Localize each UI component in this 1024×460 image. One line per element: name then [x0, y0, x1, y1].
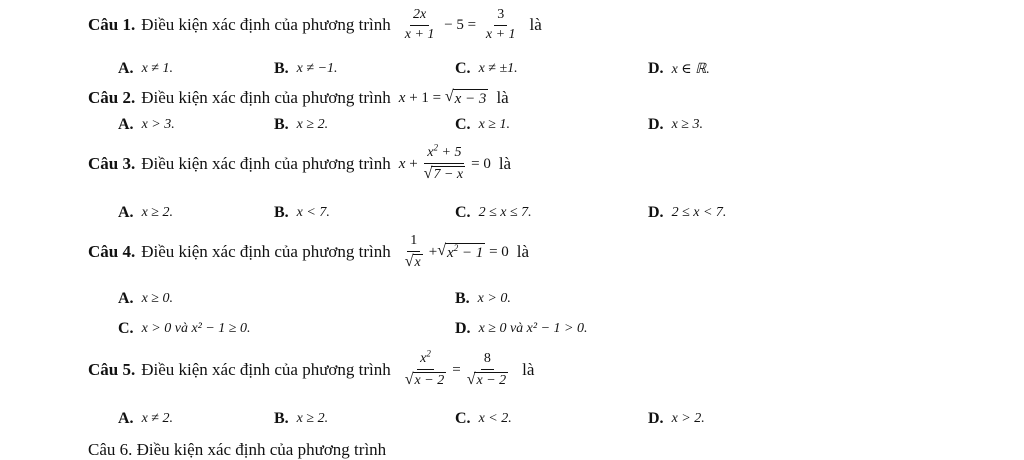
question-label: Câu 4. [88, 242, 136, 262]
option-1a[interactable]: A. x ≠ 1. [118, 60, 173, 77]
question-text: Điều kiện xác định của phương trình [141, 15, 391, 35]
option-4c[interactable]: C. x > 0 và x² − 1 ≥ 0. [118, 320, 251, 337]
option-3b[interactable]: B. x < 7. [274, 204, 330, 221]
question-4 [88, 234, 529, 270]
question-text: Điều kiện xác định của phương trình [141, 360, 391, 380]
question-label: Câu 1. [88, 15, 136, 35]
option-5d[interactable]: D. x > 2. [648, 410, 705, 427]
option-5a[interactable]: A. x ≠ 2. [118, 410, 173, 427]
question-1 [88, 8, 542, 42]
option-4b[interactable]: B. x > 0. [455, 290, 511, 307]
question-label: Câu 5. [88, 360, 136, 380]
question-suffix: là [498, 154, 512, 174]
equation: x + $x^2 + 5$ √ 7 − x = 0 [398, 142, 491, 182]
question-2 [88, 88, 509, 108]
question-suffix: là [522, 360, 535, 380]
question-text: Điều kiện xác định của phương trình [141, 242, 391, 262]
question-3 [88, 142, 512, 182]
question-suffix: là [529, 15, 542, 35]
question-suffix: là [516, 242, 530, 262]
option-1d[interactable]: D. x ∈ ℝ. [648, 60, 710, 77]
equation: 1 √ x + √ $x^2 - 1$ = 0 [404, 233, 509, 270]
option-4a[interactable]: A. x ≥ 0. [118, 290, 173, 307]
question-text: Điều kiện xác định của phương trình [141, 154, 391, 174]
question-label: Câu 2. [88, 88, 136, 107]
option-5b[interactable]: B. x ≥ 2. [274, 410, 329, 427]
option-2c[interactable]: C. x ≥ 1. [455, 116, 510, 133]
option-2b[interactable]: B. x ≥ 2. [274, 116, 329, 133]
option-2a[interactable]: A. x > 3. [118, 116, 175, 133]
question-5 [88, 348, 535, 388]
option-3a[interactable]: A. x ≥ 2. [118, 204, 173, 221]
option-1b[interactable]: B. x ≠ −1. [274, 60, 338, 77]
question-label: Câu 3. [88, 154, 136, 174]
equation: $x^2$ √ x − 2 = 8 √ x − 2 [404, 348, 507, 388]
option-1c[interactable]: C. x ≠ ±1. [455, 60, 518, 77]
question-suffix: là [496, 88, 509, 107]
question-6-cutoff: Câu 6. Điều kiện xác định của phương trình [88, 440, 387, 459]
option-5c[interactable]: C. x < 2. [455, 410, 512, 427]
option-2d[interactable]: D. x ≥ 3. [648, 116, 703, 133]
option-3d[interactable]: D. 2 ≤ x < 7. [648, 204, 727, 221]
equation: $\frac{2x}{x + 1}$ − 5 = $\frac{3}{x + 1}$ [404, 7, 516, 42]
option-4d[interactable]: D. x ≥ 0 và x² − 1 > 0. [455, 320, 588, 337]
equation: x + 1 = √ x − 3 [398, 87, 487, 107]
question-text: Điều kiện xác định của phương trình [141, 88, 391, 107]
option-3c[interactable]: C. 2 ≤ x ≤ 7. [455, 204, 532, 221]
